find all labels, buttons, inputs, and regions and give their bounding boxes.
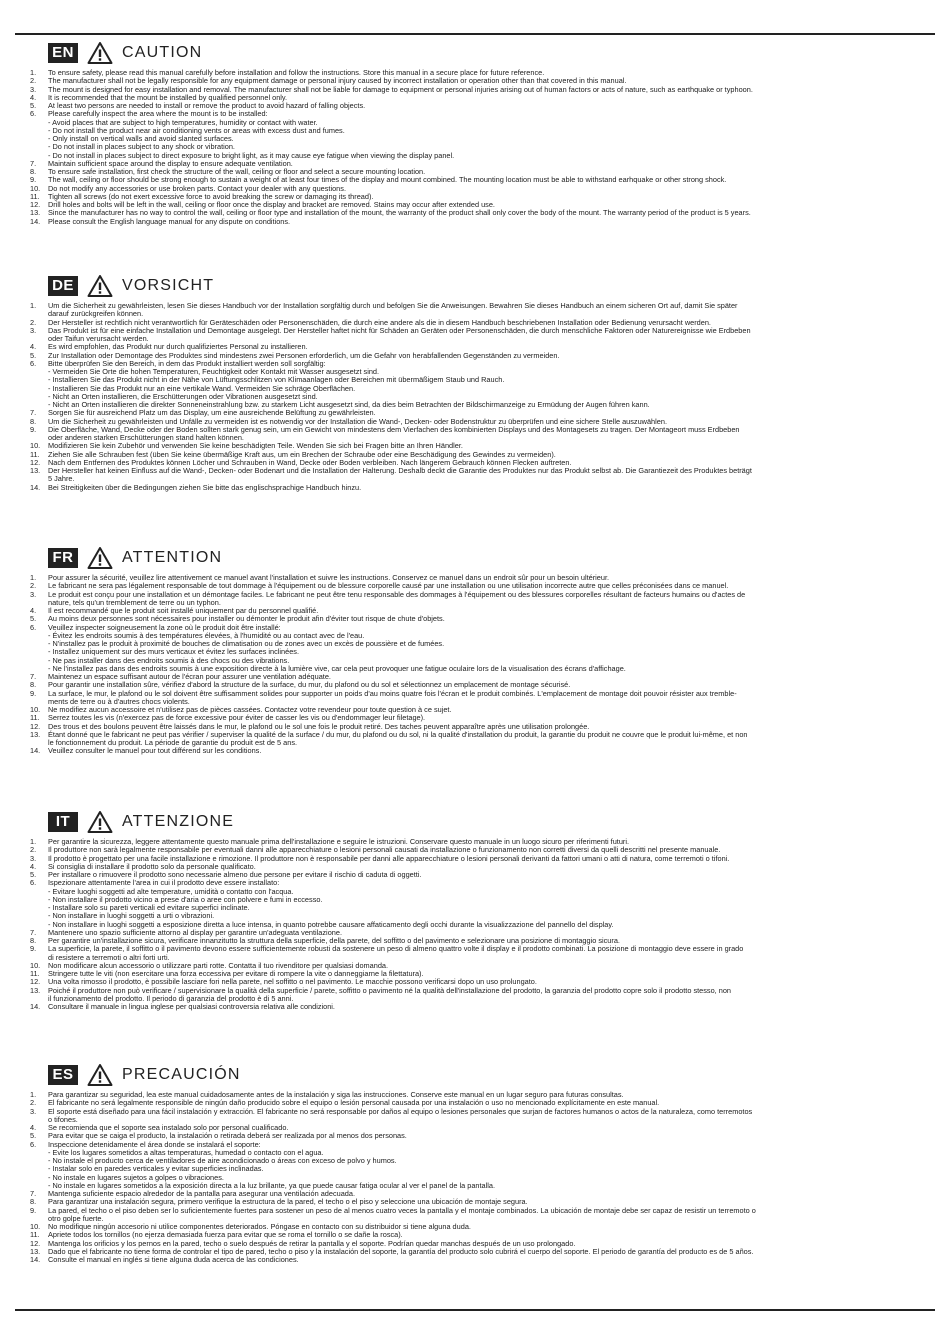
item-text: Le fabricant ne sera pas légalement responsable de tout dommage à l'équipement ou de blessure corporelle causé par une installation ou une utilisation incorrecte autre que celles préconisées dans ce manuel. [48,581,729,591]
item-number: 11. [30,191,40,201]
item-text: La surface, le mur, le plafond ou le sol doivent être suffisamment solides pour supporter un poids d'au moins quatre fois l'écran et le produit combinés. L'emplacement de montage doit pouvoir résister aux tremble- ments de terre ou à d'autres chocs violents. [48,688,737,706]
item-number: 12. [30,200,41,209]
item-number: 1. [30,837,37,846]
item-text: Per garantire un'installazione sicura, verificare innanzitutto la struttura della superficie, della parete, del soffitto o del pavimento e selezionare una posizione di montaggio sicura. [48,936,620,945]
item-number: 13. [30,729,41,739]
list-item [30,1141,930,1191]
section-header [30,273,930,299]
item-number: 3. [30,1106,37,1116]
item-number: 10. [30,960,41,970]
item-text: Mantenga los orificios y los pernos en la pared, techo o suelo después de retirar la pantalla y el soporte. Podrían quedar manchas después de un uso prolongado. [48,1238,576,1248]
item-number: 11. [30,713,40,723]
item-number: 3. [30,853,37,863]
section-en [30,40,930,226]
item-text: El soporte está diseñado para una fácil instalación y extracción. El fabricante no será responsable por daños al equipo o lesiones personales que surjan de factores humanos o actos de la naturaleza, como terremotos o tifones. [48,1106,753,1124]
item-number: 9. [30,175,37,185]
item-text: Sorgen Sie für ausreichend Platz um das Display, um eine ausreichende Belüftung zu gewährleisten. [48,408,376,418]
list-item [30,302,930,319]
item-text: Es wird empfohlen, das Produkt nur durch qualifiziertes Personal zu installieren. [48,342,308,352]
section-title: ATTENTION [122,549,223,566]
item-number: 9. [30,944,37,954]
item-number: 6. [30,109,37,119]
section-title: ATTENZIONE [122,813,235,830]
item-text: La superficie, la parete, il soffitto o il pavimento devono essere sufficientemente robusti da sostenere un peso di almeno quattro volte il display e il prodotto combinati. La posizione di montaggio deve essere in grado di resistere a terremoti o altri forti urti. [48,944,744,962]
list-item [30,747,930,755]
item-text: Para garantizar su seguridad, lea este manual cuidadosamente antes de la instalación y siga las instrucciones. Conserve este manual en un lugar seguro para futuras consultas. [48,1090,624,1099]
item-number: 8. [30,167,37,176]
bottom-rule [15,1309,935,1311]
warning-triangle-icon [87,546,113,570]
item-text: Veuillez consulter le manuel pour tout différend sur les conditions. [48,746,262,756]
list-item [30,1207,930,1224]
item-text: Pour garantir une installation sûre, vérifiez d'abord la structure de la surface, du mur, du plafond ou du sol et sélectionnez un emplacement de montage sécurisé. [48,680,571,690]
section-header [30,545,930,571]
instruction-list [30,69,930,226]
item-number: 13. [30,466,41,475]
item-text: Apriete todos los tornillos (no ejerza demasiada fuerza para evitar que se roma el tornillo o se dañe la rosca). [48,1230,403,1240]
item-text: Since the manufacturer has no way to control the wall, ceiling or floor type and installation of the mount, the warranty of the product shall only cover the body of the mount. The warranty period of the product is 5 years. [48,208,751,218]
item-text: Mantenga suficiente espacio alrededor de la pantalla para asegurar una ventilación adecuada. [48,1189,356,1198]
item-number: 12. [30,457,41,467]
item-number: 4. [30,342,37,352]
item-number: 6. [30,1139,37,1149]
item-text: Veuillez inspecter soigneusement la zone où le produit doit être installé: - Évitez les endroits soumis à des températures élevées, à l'humidité ou au contact avec de l'eau. - N'installez pas le produit à proximité de bouches de climatisation ou de zones avec un excès de poussière et de fumées. - Installez uniquement sur des murs verticaux et évitez les surfaces inclinées. - Ne pas installer dans des endroits soumis à des chocs ou des vibrations. - Ne l'installez pas dans des endroits soumis à une exposition directe à la lumière vive, car cela peut provoquer une fatigue oculaire lors de la visualisation des écrans d'affichage. [48,622,626,673]
item-text: Please carefully inspect the area where the mount is to be installed: - Avoid places that are subject to high temperatures, humidity or contact with water. - Do not install the product near air conditioning vents or areas with excess dust and fumes. - Only install on vertical walls and avoid slanted surfaces. - Do not install in places subject to any shock or vibration. - Do not install in places subject to direct exposure to bright light, as it may cause eye fatigue when viewing the display panel. [48,109,455,160]
item-number: 10. [30,1222,41,1231]
item-text: Consultare il manuale in lingua inglese per qualsiasi controversia relativa alle condizioni. [48,1002,335,1011]
section-title: CAUTION [122,44,203,61]
item-text: El fabricante no será legalmente responsible de ningún daño producido sobre el equipo o lesión personal causada por una instalación o uso no mencionado explícitamente en este manual. [48,1098,660,1108]
item-text: Au moins deux personnes sont nécessaires pour installer ou démonter le produit afin d'éviter tout risque de chute d'objets. [48,614,445,624]
warning-triangle-icon [87,274,113,298]
item-text: Inspeccione detenidamente el área donde se instalará el soporte: - Evite los lugares sometidos a altas temperaturas, humedad o contacto con el agua. - No instale el producto cerca de ventiladores de aire acondicionado o áreas con exceso de polvo y humos. - Instalar solo en paredes verticales y evitar superficies inclinadas. - No instale en lugares sujetos a golpes o vibraciones. - No instale en lugares sometidos a la exposición directa a la luz brillante, ya que puede causar fatiga ocular al ver el panel de la pantalla. [48,1139,496,1190]
section-es [30,1062,930,1264]
language-badge: ES [48,1065,78,1085]
item-text: Se recomienda que el soporte sea instalado solo por personal cualificado. [48,1123,289,1132]
item-number: 2. [30,1098,37,1108]
item-text: Si consiglia di installare il prodotto solo da personale qualificato. [48,861,256,871]
list-item [30,690,930,707]
item-text: Der Hersteller hat keinen Einfluss auf die Wand-, Decken- oder Bodenart und die Installation der Halterung. Deshalb deckt die Garantie des Produktes nur das Produkt selbst ab. Die Garantiezeit des Produktes beträgt 5 Jahre. [48,466,752,484]
warning-triangle-icon [87,810,113,834]
item-text: Dado que el fabricante no tiene forma de controlar el tipo de pared, techo o piso y la instalación del soporte, la garantía del producto solo cubrirá el cuerpo del soporte. El periodo de garantía del producto es de 5 años. [48,1246,754,1256]
item-number: 8. [30,936,37,945]
item-text: Please consult the English language manual for any dispute on conditions. [48,216,291,226]
item-number: 13. [30,985,41,995]
section-header [30,40,930,66]
item-number: 14. [30,216,41,226]
section-it [30,809,930,1011]
item-text: The mount is designed for easy installation and removal. The manufacturer shall not be liable for damage to equipment or personal injuries arising out of human factors or acts of nature, such as earthquake or typhoon. [48,84,753,94]
item-number: 14. [30,482,41,492]
item-text: Bei Streitigkeiten über die Bedingungen ziehen Sie bitte das englischsprachige Handbuch hinzu. [48,482,362,492]
item-number: 1. [30,301,37,310]
item-number: 5. [30,350,37,360]
item-text: Des trous et des boulons peuvent être laissés dans le mur, le plafond ou le sol une fois le produit retiré. Des taches peuvent apparaître après une utilisation prolongée. [48,721,590,731]
item-text: Ispezionare attentamente l'area in cui il prodotto deve essere installato: - Evitare luoghi soggetti ad alte temperature, umidità o contatto con l'acqua. - Non installare il prodotto vicino a prese d'aria o aree con polvere e fumi in eccesso. - Installare solo su pareti verticali ed evitare superfici inclinate. - Non installare in luoghi soggetti a urti o vibrazioni. - Non installare in luoghi soggetti a esposizione diretta a luce intensa, in quanto potrebbe causare affaticamento degli occhi durante la visualizzazione del pannello del display. [48,878,614,929]
instruction-list [30,1091,930,1264]
instruction-list [30,838,930,1011]
item-number: 14. [30,746,41,756]
item-number: 12. [30,977,41,987]
item-number: 10. [30,705,41,714]
item-number: 13. [30,208,41,218]
item-number: 11. [30,449,40,459]
item-number: 5. [30,870,37,879]
item-text: Pour assurer la sécurité, veuillez lire attentivement ce manuel avant l'installation et suivre les instructions. Conservez ce manuel dans un endroit sûr pour un besoin ultérieur. [48,573,610,582]
item-number: 5. [30,101,37,110]
item-number: 2. [30,317,37,327]
item-text: Modifizieren Sie kein Zubehör und verwenden Sie keine beschädigten Teile. Wenden Sie sich bei Fragen bitte an Ihren Händler. [48,441,463,451]
item-text: No modifique ningún accesorio ni utilice componentes deteriorados. Póngase en contacto con su distribuidor si tiene alguna duda. [48,1222,471,1231]
item-number: 4. [30,1123,37,1132]
item-number: 14. [30,1002,41,1011]
list-item [30,591,930,608]
warning-triangle-icon [87,41,113,65]
item-number: 12. [30,721,41,731]
top-rule [15,33,935,35]
language-badge: IT [48,812,78,832]
item-text: Ne modifiez aucun accessoire et n'utilisez pas de pièces cassées. Contactez votre revendeur pour toute question à ce sujet. [48,705,452,714]
item-number: 14. [30,1255,41,1264]
item-text: La pared, el techo o el piso deben ser lo suficientemente fuertes para sostener un peso de al menos cuatro veces la pantalla y el montaje combinados. La ubicación de montaje debe ser capaz de resistir un terremoto o otro golpe fuerte. [48,1205,756,1223]
item-number: 5. [30,614,37,624]
item-number: 2. [30,581,37,591]
item-text: Tighten all screws (do not exert excessive force to avoid breaking the screw or damaging its thread). [48,191,374,201]
item-number: 9. [30,688,37,698]
section-title: VORSICHT [122,277,215,294]
item-text: Per garantire la sicurezza, leggere attentamente questo manuale prima dell'installazione e seguire le istruzioni. Conservare questo manuale in un luogo sicuro per riferimenti futuri. [48,837,630,846]
item-number: 3. [30,589,37,599]
item-text: Stringere tutte le viti (non esercitare una forza eccessiva per evitare di rompere la vite o danneggiarne la filettatura). [48,969,424,978]
item-number: 4. [30,606,37,615]
list-item [30,1108,930,1125]
list-item [30,426,930,443]
item-text: Il prodotto è progettato per una facile installazione e rimozione. Il produttore non è responsabile per danni alle apparecchiature o lesioni personali derivanti da fattori umani o atti di natura, come terremoti o tifoni. [48,853,730,863]
item-text: Il produttore non sarà legalmente responsabile per eventuali danni alle apparecchiature o lesioni personali causati da installazione o funzionamento non corretti diversi da quelli descritti nel presente manuale. [48,845,721,855]
list-item [30,484,930,492]
item-number: 11. [30,1230,40,1240]
item-number: 7. [30,927,37,937]
item-text: Der Hersteller ist rechtlich nicht verantwortlich für Geräteschäden oder Personenschäden, die durch eine andere als die in diesem Handbuch beschriebenen Installation oder Bedienung verursacht werden. [48,317,711,327]
item-text: The wall, ceiling or floor should be strong enough to sustain a weight of at least four times of the display and mount combined. The mounting location must be able to withstand earhquake or other strong shock. [48,175,727,185]
instruction-list [30,574,930,756]
section-header [30,1062,930,1088]
item-number: 1. [30,573,37,582]
item-number: 4. [30,92,37,102]
item-text: Maintenez un espace suffisant autour de l'écran pour assurer une ventilation adéquate. [48,672,331,681]
item-text: Para evitar que se caiga el producto, la instalación o retirada deberá ser realizada por al menos dos personas. [48,1131,407,1141]
item-text: Um die Sicherheit zu gewährleisten, lesen Sie dieses Handbuch vor der Installation sorgfältig durch und befolgen Sie die Anweisungen. Bewahren Sie dieses Handbuch an einem sicheren Ort auf, damit Sie später darauf zurückgreifen können. [48,301,738,319]
item-text: To ensure safety, please read this manual carefully before installation and follow the instructions. Store this manual in a secure place for future reference. [48,68,545,77]
section-fr [30,545,930,756]
list-item [30,879,930,929]
list-item [30,360,930,410]
item-text: Le produit est conçu pour une installation et un démontage faciles. Le fabricant ne peut être tenu responsable des dommages à l'équipement ou des blessures corporelles résultant de facteurs humains ou d'actes de nature, tels qu'un tremblement de terre ou un typhon. [48,589,746,607]
language-badge: DE [48,276,78,296]
list-item [30,731,930,748]
item-text: Una volta rimosso il prodotto, è possibile lasciare fori nella parete, nel soffitto o nel pavimento. Le macchie possono verificarsi dopo un uso prolungato. [48,977,537,987]
item-number: 3. [30,325,37,335]
list-item [30,945,930,962]
item-text: Para garantizar una instalación segura, primero verifique la estructura de la pared, el techo o el piso y seleccione una ubicación de montaje segura. [48,1197,528,1207]
item-text: Serrez toutes les vis (n'exercez pas de force excessive pour éviter de casser les vis ou d'endommager leur filetage). [48,713,426,723]
item-number: 7. [30,672,37,681]
item-text: Étant donné que le fabricant ne peut pas vérifier / superviser la qualité de la surface / du mur, du plafond ou du sol, ni la qualité d'installation du produit, la garantie du produit ne couvre que le produit lui-même, et non le fonctionnement du produit. La période de garantie du produit est de 5 ans. [48,729,748,747]
item-number: 3. [30,84,37,94]
language-badge: FR [48,548,78,568]
item-text: The manufacturer shall not be legally responsible for any equipment damage or personal injury caused by incorrect installation or operation other than that covered in this manual. [48,76,627,86]
warning-triangle-icon [87,1063,113,1087]
item-text: Bitte überprüfen Sie den Bereich, in dem das Produkt installiert werden soll sorgfältig: - Vermeiden Sie Orte die hohen Temperaturen, Feuchtigkeit oder Kontakt mit Wasser ausgesetzt sind. - Installieren Sie das Produkt nicht in der Nähe von Lüftungsschlitzen von Klimaanlagen oder Bereichen mit übermäßigem Staub und Rauch. - Installieren Sie das Produkt nur an eine vertikale Wand. Vermeiden Sie schräge Oberflächen. - Nicht an Orten installieren, die Erschütterungen oder Vibrationen ausgesetzt sind. - Nicht an Orten installieren die direkter Sonneneinstrahlung bzw. zu starkem Licht ausgesetzt sind, da dies beim Betrachten der Bildschirmanzeige zu Ermüdung der Augen führen kann. [48,358,650,409]
item-text: Zur Installation oder Demontage des Produktes sind mindestens zwei Personen erforderlich, um die Gefahr von herabfallenden Gegenständen zu vermeiden. [48,350,560,360]
item-text: Per installare o rimuovere il prodotto sono necessarie almeno due persone per evitare il rischio di caduta di oggetti. [48,870,422,879]
item-text: Drill holes and bolts will be left in the wall, ceiling or floor once the display and bracket are removed. Stains may occur after extended use. [48,200,495,209]
item-number: 8. [30,680,37,690]
item-text: Nach dem Entfernen des Produktes können Löcher und Schrauben in Wand, Decke oder Boden verbleiben. Nach längerem Gebrauch können Flecken auftreten. [48,457,572,467]
item-text: Die Oberfläche, Wand, Decke oder der Boden sollten stark genug sein, um ein Gewicht von mindestens dem Vierfachen des kombinierten Displays und des Montagesets zu tragen. Der Montageort muss Erdbeben oder anderen starken Erschütterungen stand halten können. [48,424,740,442]
item-text: Das Produkt ist für eine einfache Installation und Demontage ausgelegt. Der Hersteller haftet nicht für Schäden an Geräten oder Personenschäden, die durch menschliche Faktoren oder Naturereignisse wie Erdbeben oder Taifun verursacht werden. [48,325,751,343]
list-item [30,1256,930,1264]
item-number: 6. [30,358,37,368]
item-number: 2. [30,76,37,86]
section-header [30,809,930,835]
item-text: Ziehen Sie alle Schrauben fest (üben Sie keine übermäßige Kraft aus, um ein Brechen der Schraube oder eine Beschädigung des Gewindes zu vermeiden). [48,449,556,459]
item-number: 7. [30,158,37,168]
list-item [30,110,930,160]
item-text: Non modificare alcun accessorio o utilizzare parti rotte. Contatta il tuo rivenditore per qualsiasi domanda. [48,960,389,970]
list-item [30,987,930,1004]
item-number: 9. [30,424,37,434]
section-title: PRECAUCIÓN [122,1066,241,1083]
item-number: 8. [30,416,37,426]
item-text: Il est recommandé que le produit soit installé uniquement par du personnel qualifié. [48,606,319,615]
item-number: 13. [30,1246,41,1256]
item-text: Do not modify any accessories or use broken parts. Contact your dealer with any questions. [48,183,346,193]
item-number: 12. [30,1238,41,1248]
item-number: 2. [30,845,37,855]
list-item [30,467,930,484]
item-number: 10. [30,183,41,193]
item-number: 5. [30,1131,37,1141]
list-item [30,327,930,344]
item-number: 11. [30,969,40,978]
language-badge: EN [48,43,78,63]
item-text: Maintain sufficient space around the display to ensure adequate ventilation. [48,158,293,168]
item-number: 4. [30,861,37,871]
item-number: 1. [30,1090,37,1099]
item-number: 6. [30,878,37,888]
item-text: It is recommended that the mount be installed by qualified personnel only. [48,92,288,102]
list-item [30,624,930,674]
item-text: To ensure safe installation, first check the structure of the wall, ceiling or floor and select a secure mounting location. [48,167,426,176]
item-number: 7. [30,1189,37,1198]
item-number: 10. [30,441,41,451]
item-number: 9. [30,1205,37,1215]
item-text: Poiché il produttore non può verificare / supervisionare la qualità della superficie / parete, soffitto o pavimento né la qualità dell'installazione del prodotto, la garanzia del prodotto copre solo il prodotto stesso, non il funzionamento del prodotto. Il periodo di garanzia del prodotto è di 5 anni. [48,985,732,1003]
item-text: Mantenere uno spazio sufficiente attorno al display per garantire un'adeguata ventilazione. [48,927,342,937]
item-number: 7. [30,408,37,418]
instruction-list [30,302,930,492]
item-text: Consulte el manual en inglés si tiene alguna duda acerca de las condiciones. [48,1255,299,1264]
item-text: At least two persons are needed to install or remove the product to avoid hazard of falling objects. [48,101,366,110]
item-number: 8. [30,1197,37,1207]
section-de [30,273,930,492]
item-text: Um die Sicherheit zu gewährleisten und Unfälle zu vermeiden ist es notwendig vor der Installation die Wand-, Decken- oder Bodenstruktur zu überprüfen und eine sichere Stelle auszuwählen. [48,416,667,426]
list-item [30,218,930,226]
list-item [30,1003,930,1011]
item-number: 6. [30,622,37,632]
item-number: 1. [30,68,37,77]
